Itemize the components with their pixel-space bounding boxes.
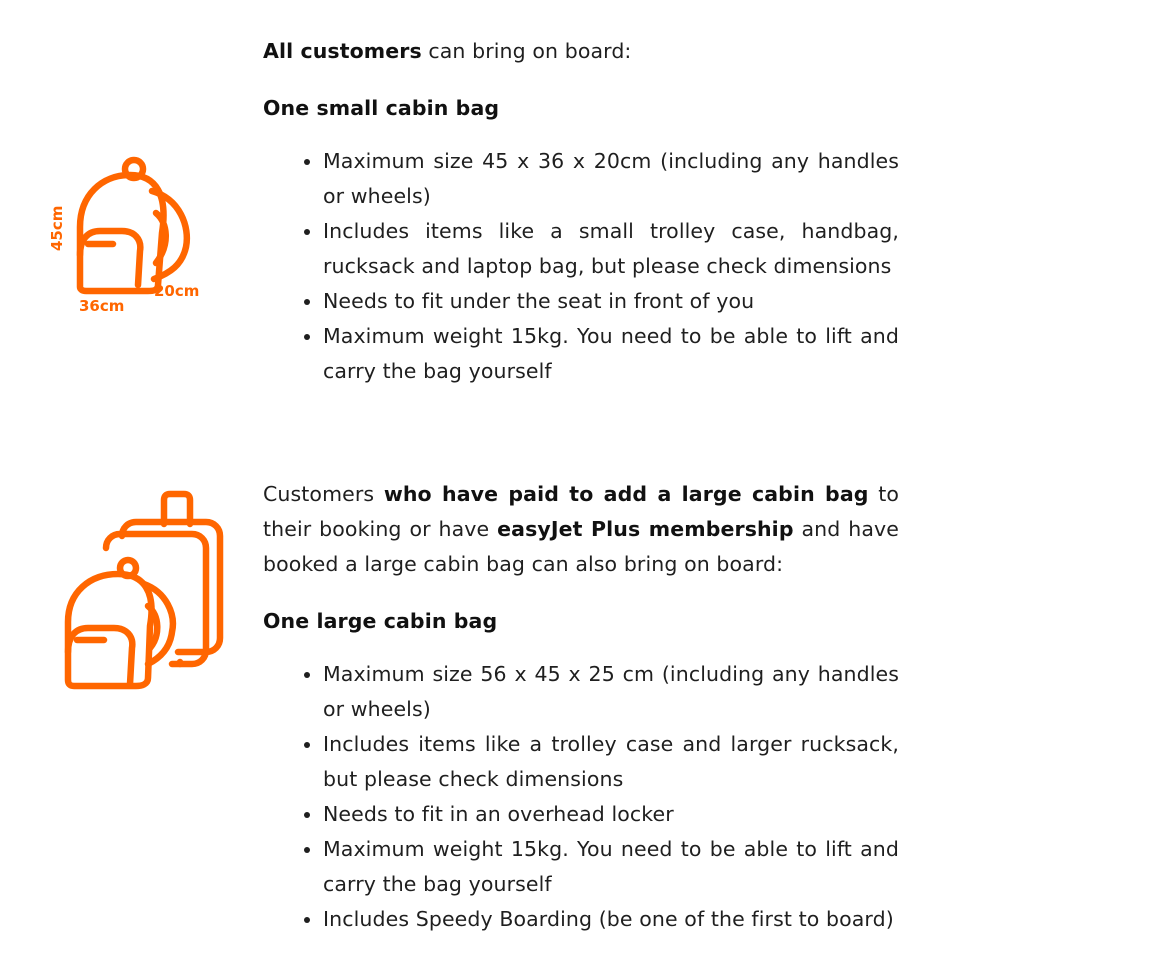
list-item: • Maximum size 45 x 36 x 20cm (including any handles or wheels) [323,144,899,214]
intro-text: can bring on board: [421,39,632,63]
intro-text: and have booked a large cabin bag can also bring on board: [263,517,899,576]
list-item: • Maximum weight 15kg. You need to be able to lift and carry the bag yourself [323,319,899,389]
height-label: 45cm [48,205,66,251]
intro-text: to their booking or have [263,482,899,541]
depth-label: 20cm [154,282,200,300]
small-bag-rules-list [263,144,899,389]
backpack-icon [40,155,210,320]
large-bag-intro [263,477,899,582]
width-label: 36cm [79,297,125,315]
suitcase-and-backpack-icon [60,488,230,693]
small-bag-intro [263,34,899,69]
large-cabin-bag-section [263,477,899,937]
intro-bold: easyJet Plus membership [497,517,794,541]
list-item: • Needs to fit in an overhead locker [323,797,899,832]
list-item: • Needs to fit under the seat in front of you [323,284,899,319]
large-bag-rules-list [263,657,899,937]
list-item: • Maximum size 56 x 45 x 25 cm (including any handles or wheels) [323,657,899,727]
list-item: • Includes items like a small trolley case, handbag, rucksack and laptop bag, but please check dimensions [323,214,899,284]
small-cabin-bag-section [263,34,899,389]
large-bag-title: One large cabin bag [263,609,498,633]
small-bag-title: One small cabin bag [263,96,500,120]
intro-bold: All customers [263,39,422,63]
intro-text: Customers [263,482,384,506]
list-item: • Includes items like a trolley case and larger rucksack, but please check dimensions [323,727,899,797]
intro-bold: who have paid to add a large cabin bag [383,482,869,506]
list-item: • Maximum weight 15kg. You need to be able to lift and carry the bag yourself [323,832,899,902]
list-item: • Includes Speedy Boarding (be one of the first to board) [323,902,899,937]
